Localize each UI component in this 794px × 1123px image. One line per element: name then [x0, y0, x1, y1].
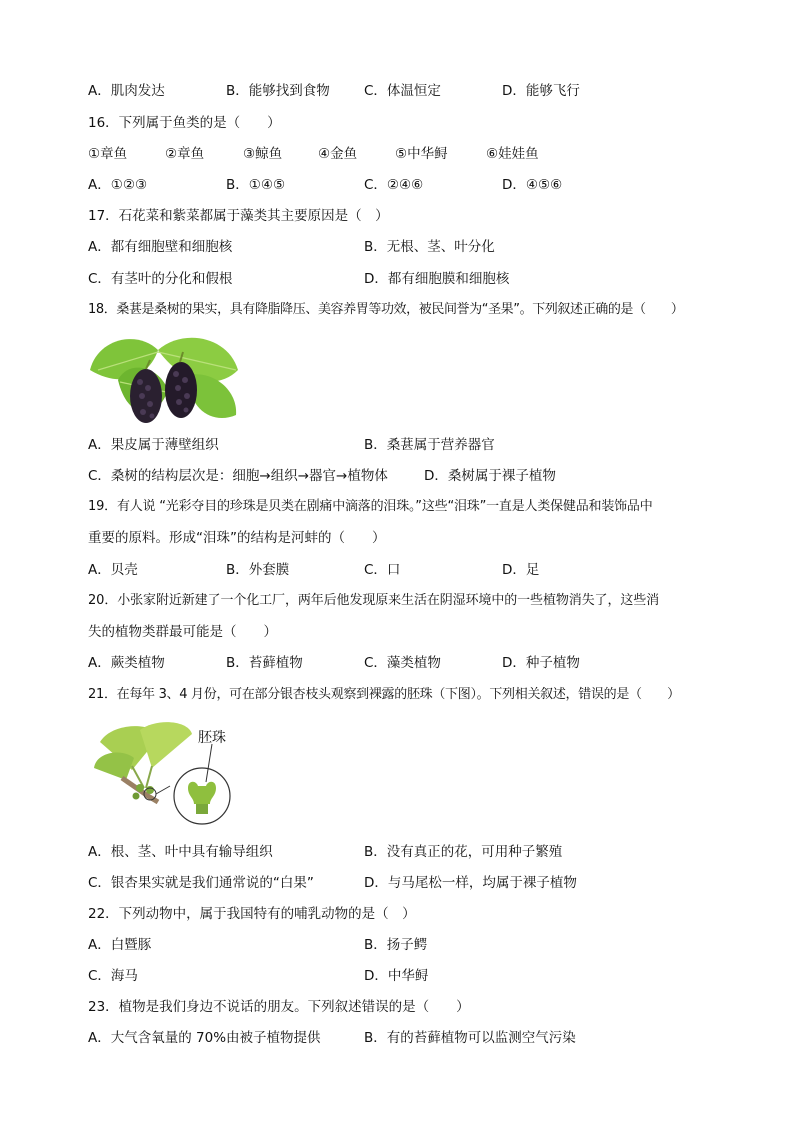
q17-option-d: D．都有细胞膜和细胞核 — [364, 271, 510, 287]
q15-option-a: A．肌肉发达 — [88, 83, 165, 99]
q21-option-a: A．根、茎、叶中具有输导组织 — [88, 844, 273, 860]
q18-stem: 18．桑葚是桑树的果实，具有降脂降压、美容养胃等功效，被民间誉为“圣果”。下列叙述正确的是（ ） — [88, 302, 684, 317]
q21-stem: 21．在每年 3、4 月份，可在部分银杏枝头观察到裸露的胚珠（下图）。下列相关叙述，错误的是（ ） — [88, 687, 680, 702]
q18-option-a: A．果皮属于薄壁组织 — [88, 437, 219, 453]
q21-option-c: C．银杏果实就是我们通常说的“白果” — [88, 875, 314, 891]
q17-option-c: C．有茎叶的分化和假根 — [88, 271, 233, 287]
q19-option-a: A．贝壳 — [88, 562, 138, 578]
q19-option-b: B．外套膜 — [226, 562, 290, 578]
ovule-label: 胚珠 — [198, 730, 226, 746]
q16-option-a: A．①②③ — [88, 177, 148, 193]
q17-option-a: A．都有细胞壁和细胞核 — [88, 239, 233, 255]
q20-option-a: A．蕨类植物 — [88, 655, 165, 671]
q22-option-c: C．海马 — [88, 968, 138, 984]
q20-option-b: B．苔藓植物 — [226, 655, 303, 671]
q15-option-c: C．体温恒定 — [364, 83, 441, 99]
q20-stem-line1: 20．小张家附近新建了一个化工厂，两年后他发现原来生活在阴湿环境中的一些植物消失了，这些消 — [88, 593, 660, 608]
q15-option-b: B．能够找到食物 — [226, 83, 330, 99]
q19-stem-line1: 19．有人说 “光彩夺目的珍珠是贝类在剧痛中滴落的泪珠。”这些“泪珠”一直是人类保健品和装饰品中 — [88, 499, 653, 514]
q16-item-1: ①章鱼 — [88, 146, 128, 162]
q16-option-c: C．②④⑥ — [364, 177, 424, 193]
q19-option-d: D．足 — [502, 562, 540, 578]
q23-option-b: B．有的苔藓植物可以监测空气污染 — [364, 1030, 576, 1046]
q22-option-b: B．扬子鳄 — [364, 937, 428, 953]
q22-option-a: A．白暨豚 — [88, 937, 152, 953]
q16-stem: 16．下列属于鱼类的是（ ） — [88, 115, 281, 131]
q16-option-b: B．①④⑤ — [226, 177, 286, 193]
q20-stem-line2: 失的植物类群最可能是（ ） — [88, 624, 277, 640]
q16-item-6: ⑥娃娃鱼 — [486, 146, 539, 162]
q18-option-b: B．桑葚属于营养器官 — [364, 437, 495, 453]
q18-option-d: D．桑树属于裸子植物 — [424, 468, 556, 484]
q17-stem: 17．石花菜和紫菜都属于藻类其主要原因是（ ） — [88, 208, 389, 224]
q19-option-c: C．口 — [364, 562, 401, 578]
q21-option-b: B．没有真正的花，可用种子繁殖 — [364, 844, 563, 860]
q16-item-5: ⑤中华鲟 — [395, 146, 448, 162]
mulberry-image — [88, 330, 244, 426]
q17-option-b: B．无根、茎、叶分化 — [364, 239, 495, 255]
q15-option-d: D．能够飞行 — [502, 83, 580, 99]
q21-option-d: D．与马尾松一样，均属于裸子植物 — [364, 875, 577, 891]
q23-option-a: A．大气含氧量的 70%由被子植物提供 — [88, 1030, 321, 1046]
q23-stem: 23．植物是我们身边不说话的朋友。下列叙述错误的是（ ） — [88, 999, 470, 1015]
q18-option-c: C．桑树的结构层次是：细胞→组织→器官→植物体 — [88, 468, 388, 484]
q16-item-4: ④金鱼 — [318, 146, 358, 162]
q22-option-d: D．中华鲟 — [364, 968, 429, 984]
q22-stem: 22．下列动物中，属于我国特有的哺乳动物的是（ ） — [88, 906, 416, 922]
q20-option-c: C．藻类植物 — [364, 655, 441, 671]
q19-stem-line2: 重要的原料。形成“泪珠”的结构是河蚌的（ ） — [88, 530, 386, 546]
q16-item-2: ②章鱼 — [165, 146, 205, 162]
q16-item-3: ③鲸鱼 — [243, 146, 283, 162]
q20-option-d: D．种子植物 — [502, 655, 580, 671]
q16-option-d: D．④⑤⑥ — [502, 177, 563, 193]
